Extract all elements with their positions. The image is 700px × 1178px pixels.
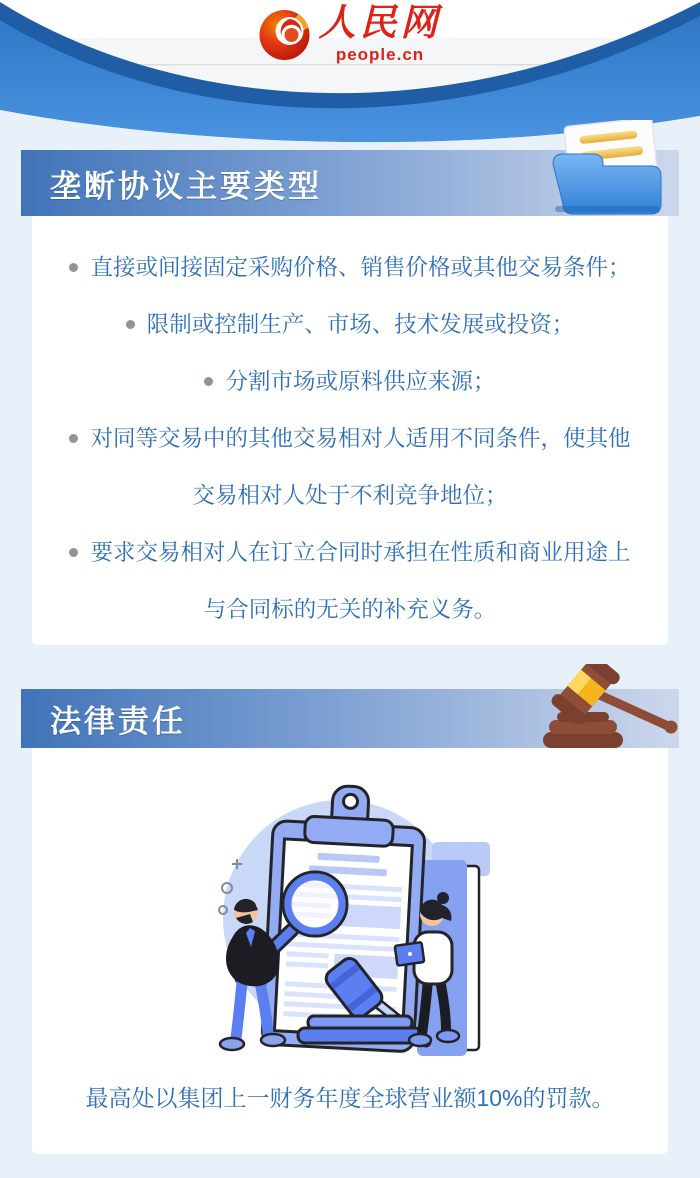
bullet-dot	[69, 434, 78, 443]
fine-caption: 最高处以集团上一财务年度全球营业额10%的罚款。	[85, 1085, 615, 1111]
section-header-liability	[21, 689, 679, 748]
item-text: 要求交易相对人在订立合同时承担在性质和商业用途上与合同标的无关的补充义务。	[90, 539, 631, 622]
list-item	[60, 354, 640, 411]
item-text: 对同等交易中的其他交易相对人适用不同条件，使其他交易相对人处于不利竞争地位；	[90, 425, 631, 508]
section-header-types	[21, 150, 679, 216]
list-item	[60, 411, 640, 525]
item-text: 限制或控制生产、市场、技术发展或投资；	[146, 311, 575, 337]
item-text: 直接或间接固定采购价格、销售价格或其他交易条件；	[90, 255, 631, 280]
list-item	[60, 297, 640, 354]
item-text: 分割市场或原料供应来源；	[225, 368, 496, 394]
types-card	[32, 216, 668, 645]
bullet-dot	[69, 548, 78, 557]
gavel-icon	[541, 664, 681, 750]
bullet-dot	[69, 263, 78, 272]
types-list	[32, 216, 668, 638]
people-cn-logo[interactable]	[259, 4, 442, 63]
liability-card	[32, 748, 668, 1154]
brand-name-en: people.cn	[335, 44, 425, 64]
swirl-globe-icon	[259, 4, 313, 62]
bullet-dot	[204, 377, 213, 386]
list-item	[60, 525, 640, 639]
legal-inspection-illustration	[180, 776, 520, 1066]
section-title-liability: 法律责任	[50, 704, 186, 739]
folder-icon	[545, 120, 669, 216]
bullet-dot	[126, 320, 135, 329]
section-title-types: 垄断协议主要类型	[50, 168, 322, 204]
list-item	[60, 240, 640, 297]
brand-name-cn: 人民网	[318, 3, 442, 44]
